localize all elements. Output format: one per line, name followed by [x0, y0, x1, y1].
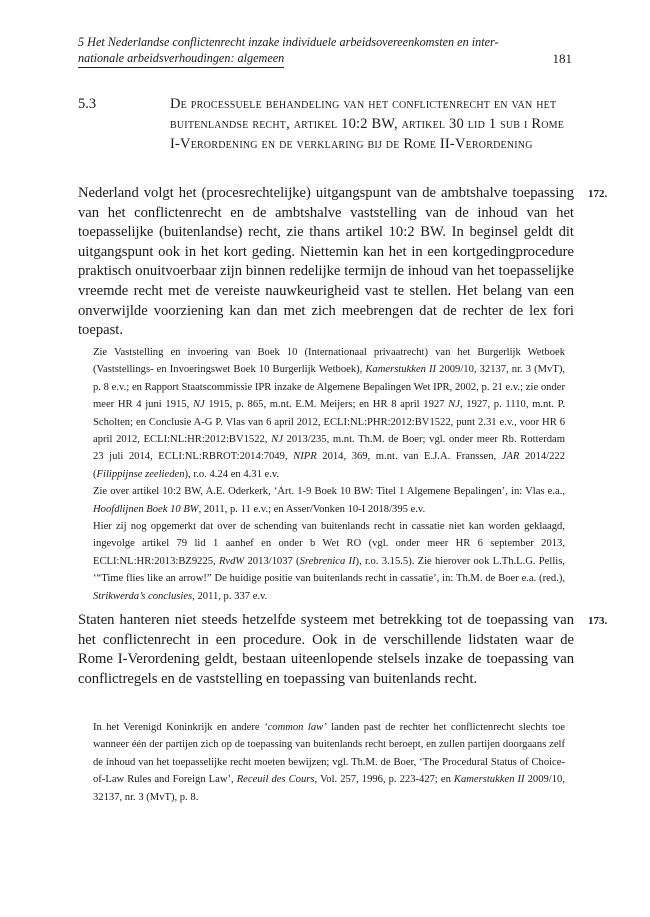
body-paragraph-173: Staten hanteren niet steeds hetzelfde systeem met betrekking tot de toepassing van het conflictenrecht in een procedure. Ook in de verschillende lidstaten waar de Rome I-Verordening geldt, bestaan uiteenlopende stelsels inzake de toepassing van conflictregels en de vaststelling en toepassing van buitenlands recht. [78, 612, 574, 687]
section-title: De processuele behandeling van het conflictenrecht en van het buitenlandse recht, artikel 10:2 BW, artikel 30 lid 1 sub i Rome I-Verordening en de verklaring bij de Rome II-Verordening [170, 96, 565, 152]
footnote-4: In het Verenigd Koninkrijk en andere ‘common law’ landen past de rechter het conflictenrecht slechts toe wanneer één der partijen zich op de toepassing van buitenlands recht beroept, en zullen partijen doorgaans zelf de inhoud van het toepasselijke recht moeten bewijzen; vgl. Th.M. de Boer, ‘The Procedural Status of Choice-of-Law Rules and Foreign Law’, Receuil des Cours, Vol. 257, 1996, p. 223-427; en Kamerstukken II 2009/10, 32137, nr. 3 (MvT), p. 8. [93, 722, 565, 803]
page-number: 181 [552, 51, 572, 66]
notes-block-2 [93, 719, 565, 806]
paragraph-number-173: 173. [588, 615, 608, 627]
paragraph-number-172: 172. [588, 188, 608, 200]
running-head [78, 34, 583, 68]
section-number: 5.3 [78, 96, 97, 112]
body-paragraph-172: Nederland volgt het (procesrechtelijke) uitgangspunt van de ambtshalve toepassing van het conflictenrecht en de ambtshalve vaststelling van de inhoud van het toepasselijke (buitenlandse) recht, zie thans artikel 10:2 BW. In beginsel geldt dit uitgangspunt ook in het kort geding. Niettemin kan het in een kortgedingprocedure praktisch onuitvoerbaar zijn binnen redelijke termijn de inhoud van het toepasselijke vreemde recht met de vereiste nauwkeurigheid vast te stellen. Het belang van een onverwijlde voorziening kan dan met zich meebrengen dat de rechter de lex fori toepast. [78, 185, 574, 339]
running-title-line2: nationale arbeidsverhoudingen: algemeen [78, 50, 284, 68]
footnote-3: Hier zij nog opgemerkt dat over de schending van buitenlands recht in cassatie niet kan worden geklaagd, ingevolge artikel 79 lid 1 aanhef en onder b Wet RO (vgl. onder meer HR 6 september 2013, ECLI:NL:HR:2013:BZ9225, RvdW 2013/1037 (Srebrenica II), r.o. 3.15.5). Zie hierover ook L.Th.L.G. Pellis, ‘“Time flies like an arrow!” De huidige positie van buitenlands recht in cassatie’, in: Th.M. de Boer e.a. (red.), Strikwerda’s conclusies, 2011, p. 337 e.v. [93, 521, 565, 602]
footnote-1: Zie Vaststelling en invoering van Boek 10 (Internationaal privaatrecht) van het Burgerlijk Wetboek (Vaststellings- en Invoeringswet Boek 10 Burgerlijk Wetboek), Kamerstukken II 2009/10, 32137, nr. 3 (MvT), p. 8 e.v.; en Rapport Staatscommissie IPR inzake de Algemene Bepalingen Wet IPR, 2002, p. 21 e.v.; zie onder meer HR 4 juni 1915, NJ 1915, p. 865, m.nt. E.M. Meijers; en HR 8 april 1927 NJ, 1927, p. 1110, m.nt. P. Scholten; en Conclusie A-G P. Vlas van 6 april 2012, ECLI:NL:PHR:2012:BV1522, punt 2.31 e.v., voor HR 6 april 2012, ECLI:NL:HR:2012:BV1522, NJ 2013/235, m.nt. Th.M. de Boer; vgl. onder meer Rb. Rotterdam 23 juli 2014, ECLI:NL:RBROT:2014:7049, NIPR 2014, 369, m.nt. van E.J.A. Franssen, JAR 2014/222 (Filippijnse zeelieden), r.o. 4.24 en 4.31 e.v. [93, 347, 566, 480]
footnote-2: Zie over artikel 10:2 BW, A.E. Oderkerk, ‘Art. 1-9 Boek 10 BW: Titel 1 Algemene Bepalingen’, in: Vlas e.a., Hoofdlijnen Boek 10 BW, 2011, p. 11 e.v.; en Asser/Vonken 10-I 2018/395 e.v. [93, 486, 565, 515]
notes-block-1 [93, 344, 565, 605]
running-title-line1: 5 Het Nederlandse conflictenrecht inzake individuele arbeidsovereenkomsten en inter- [78, 35, 499, 49]
